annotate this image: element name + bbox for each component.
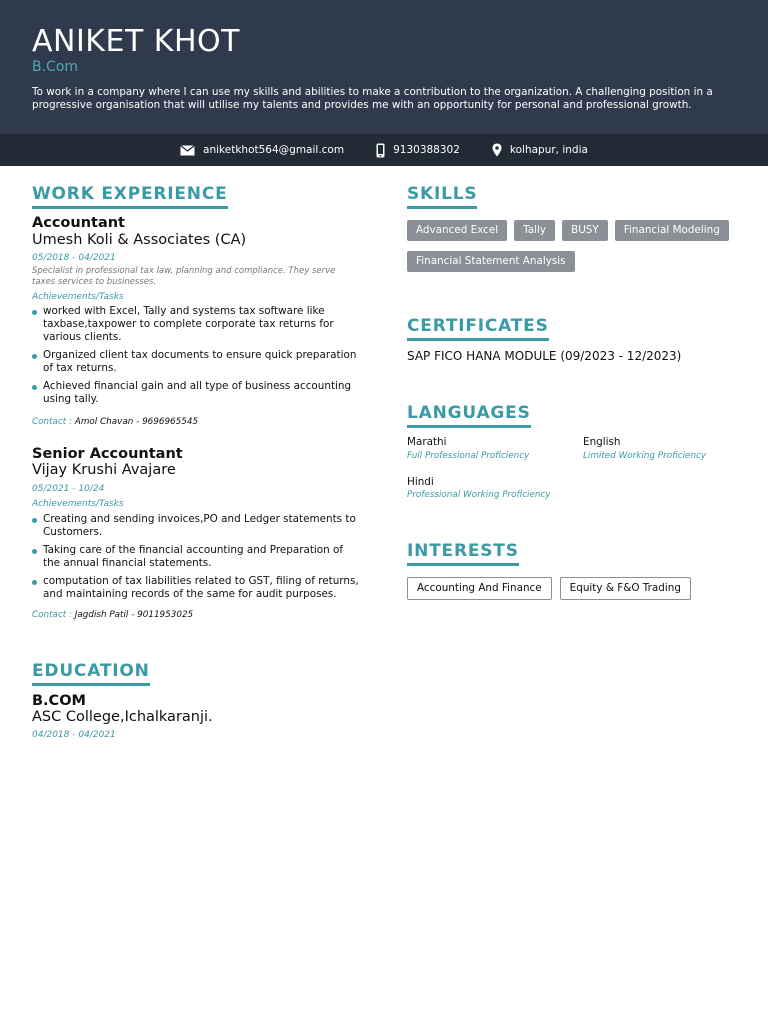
location-pin-icon [492,143,502,157]
list-item: Achieved financial gain and all type of business accounting using tally. [32,380,362,406]
interest-tag: Accounting And Finance [407,577,552,600]
reference-name: Amol Chavan [74,417,134,427]
education-school: ASC College,Ichalkaranji. [32,709,213,725]
job-dates: 05/2021 - 10/24 [32,484,105,494]
section-title-work-experience: WORK EXPERIENCE [32,184,228,209]
phone-icon [376,143,385,158]
job-company: Umesh Koli & Associates (CA) [32,232,247,248]
reference-separator: - [136,417,140,427]
job-reference-contact [32,610,193,620]
resume-header [0,0,768,134]
skills-list [407,220,737,282]
skill-tag: Financial Statement Analysis [407,251,575,272]
section-title-certificates: CERTIFICATES [407,316,549,341]
section-title-languages: LANGUAGES [407,403,531,428]
job-title: Accountant [32,215,125,231]
list-item: Creating and sending invoices,PO and Ledger statements to Customers. [32,513,362,539]
interests-list [407,577,699,600]
list-item: worked with Excel, Tally and systems tax software like taxbase,taxpower to complete corporate tax returns for various clients. [32,305,362,344]
job-title: Senior Accountant [32,446,183,462]
achievements-label: Achievements/Tasks [32,292,124,302]
email-text: aniketkhot564@gmail.com [203,144,345,156]
job-reference-contact [32,417,198,427]
reference-name: Jagdish Patil [74,610,129,620]
education-dates: 04/2018 - 04/2021 [32,730,116,740]
language-name: Hindi [407,476,434,488]
language-name: Marathi [407,436,447,448]
language-level: Full Professional Proficiency [407,451,530,461]
contact-bar [0,134,768,166]
list-item: Organized client tax documents to ensure quick preparation of tax returns. [32,349,362,375]
reference-separator: - [131,610,135,620]
education-degree: B.COM [32,693,86,709]
skill-tag: BUSY [562,220,608,241]
section-title-interests: INTERESTS [407,541,519,566]
contact-location [492,143,588,157]
candidate-name: ANIKET KHOT [32,24,240,59]
job-task-list [32,305,362,411]
list-item: computation of tax liabilities related to GST, filing of returns, and maintaining records of the same for audit purposes. [32,575,362,601]
job-company: Vijay Krushi Avajare [32,462,176,478]
reference-label: Contact : [32,610,72,620]
reference-phone: 9696965545 [142,417,199,427]
job-dates: 05/2018 - 04/2021 [32,253,116,263]
language-level: Limited Working Proficiency [583,451,707,461]
location-text: kolhapur, india [509,144,588,156]
contact-email[interactable] [180,144,344,156]
certificate-item: SAP FICO HANA MODULE (09/2023 - 12/2023) [407,349,682,363]
skill-tag: Financial Modeling [615,220,729,241]
candidate-subtitle: B.Com [32,59,79,75]
language-name: English [583,436,621,448]
skill-tag: Advanced Excel [407,220,507,241]
contact-phone[interactable] [376,143,460,158]
reference-phone: 9011953025 [137,610,194,620]
section-title-skills: SKILLS [407,184,477,209]
language-level: Professional Working Proficiency [407,490,551,500]
email-icon [180,145,195,156]
interest-tag: Equity & F&O Trading [560,577,691,600]
reference-label: Contact : [32,417,72,427]
job-task-list [32,513,362,606]
skill-tag: Tally [514,220,555,241]
list-item: Taking care of the financial accounting and Preparation of the annual financial statements. [32,544,362,570]
phone-text: 9130388302 [393,144,460,156]
achievements-label: Achievements/Tasks [32,499,124,509]
section-title-education: EDUCATION [32,661,150,686]
job-description: Specialist in professional tax law, planning and compliance. They serve taxes services to businesses. [32,266,336,287]
career-summary: To work in a company where I can use my skills and abilities to make a contribution to the organization. A challenging position in a progressive organisation that will utilise my talents and provides me with an opportunity for personal and professional growth. [32,86,713,111]
